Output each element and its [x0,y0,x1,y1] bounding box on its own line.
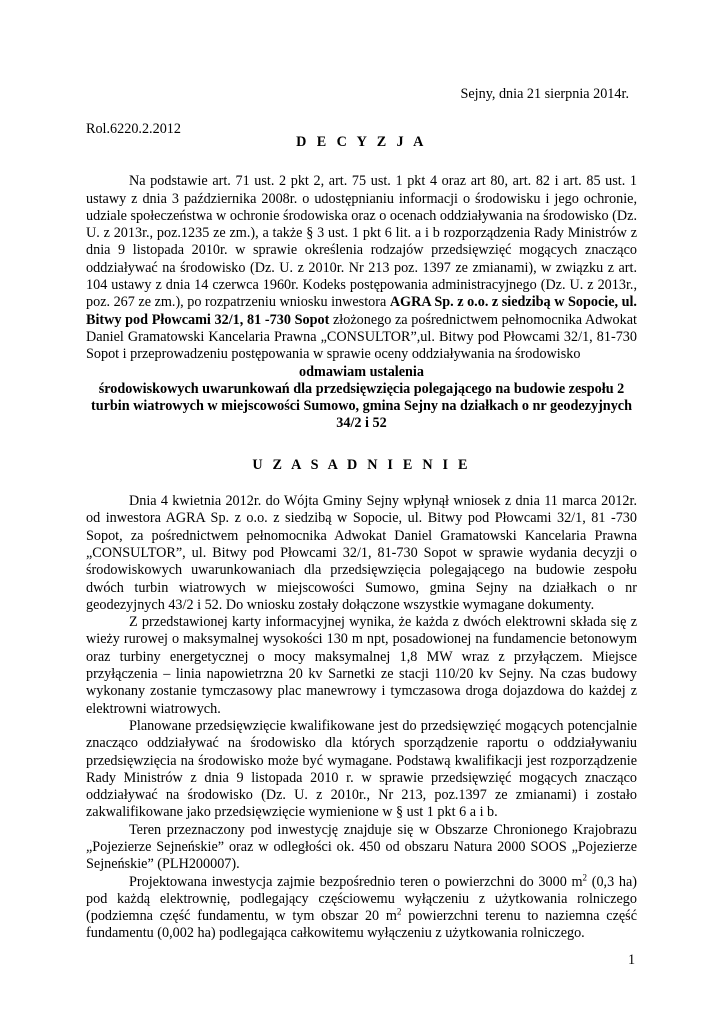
decision-paragraph [86,173,637,363]
reference-number: Rol.6220.2.2012 [86,121,181,137]
investor-name: AGRA Sp. z o.o. z siedzibą w Sopocie, ul. Bitwy pod Płowcami 32/1, 81 -730 Sopot [86,294,637,328]
superscript-2b: 2 [396,906,402,917]
date-line: Sejny, dnia 21 sierpnia 2014r. [460,86,629,102]
decision-text-part2: złożonego za pośrednictwem pełnomocnika Adwokat Daniel Gramatowski Kancelaria Prawna „CONSULTOR”,ul. Bitwy pod Płowcami 32/1, 81-730 Sopot i przeprowadzeniu postępowania w sprawie oceny oddziaływania na środowisko [86,311,637,363]
p5-text-c: powierzchni terenu to naziemna część fundamentu (0,002 ha) podlegająca całkowitemu wyłączeniu z użytkowania rolniczego. [86,908,637,942]
decision-title: D E C Y Z J A [296,134,427,150]
document-body [86,134,637,943]
superscript-2: 2 [582,871,588,882]
decision-text-part1: Na podstawie art. 71 ust. 2 pkt 2, art. 75 ust. 1 pkt 4 oraz art 80, art. 82 i art. 85 ust. 1 ustawy z dnia 3 października 2008r. o udostępnianiu informacji o środowisku i jego ochronie, udziale społeczeństwa w ochronie środowiska oraz o ocenach oddziaływania na środowisko (Dz. U. z 2013r., poz.1235 ze zm.), a także § 3 ust. 1 pkt 6 lit. a i b rozporządzenia Rady Ministrów z dnia 9 listopada 2010r. w sprawie określenia rodzajów przedsięwzięć mogących znacząco oddziaływać na środowisko (Dz. U. z 2010r. Nr 213 poz. 1397 ze zmianami), w związku z art. 104 ustawy z dnia 14 czerwca 1960r. Kodeks postępowania administracyjnego (Dz. U. z 2013r., poz. 267 ze zm.), po rozpatrzeniu wniosku inwestora [86,173,637,311]
ruling-text: środowiskowych uwarunkowań dla przedsięwzięcia polegającego na budowie zespołu 2 turbin wiatrowych w miejscowości Sumowo, gmina Sejny na działkach o nr geodezyjnych 34/2 i 52 [91,380,632,432]
justification-paragraph-1: Dnia 4 kwietnia 2012r. do Wójta Gminy Sejny wpłynął wniosek z dnia 11 marca 2012r. od inwestora AGRA Sp. z o.o. z siedzibą w Sopocie, ul. Bitwy pod Płowcami 32/1, 81 -730 Sopot, za pośrednictwem pełnomocnika Adwokat Daniel Gramatowski Kancelaria Prawna „CONSULTOR”, ul. Bitwy pod Płowcami 32/1, 81-730 Sopot w sprawie wydania decyzji o środowiskowych uwarunkowaniach dla przedsięwzięcia polegającego na budowie zespołu dwóch turbin wiatrowych w miejscowości Sumowo, gmina Sejny na działkach o nr geodezyjnych 43/2 i 52. Do wniosku zostały dołączone wszystkie wymagane dokumenty. [86,493,637,613]
page-number: 1 [628,952,636,968]
p5-text-a: Projektowana inwestycja zajmie bezpośrednio teren o powierzchni do 3000 m [129,873,583,890]
justification-paragraph-4: Teren przeznaczony pod inwestycję znajduje się w Obszarze Chronionego Krajobrazu „Pojezierze Sejneńskie” oraz w odległości ok. 450 od obszaru Natura 2000 SOOS „Pojezierze Sejneńskie” (PLH200007). [86,821,637,873]
justification-paragraph-3: Planowane przedsięwzięcie kwalifikowane jest do przedsięwzięć mogących potencjalnie znacząco oddziaływać na środowisko dla których sporządzenie raportu o oddziaływaniu przedsięwzięcia na środowisko może być wymagane. Podstawą kwalifikacji jest rozporządzenie Rady Ministrów z dnia 9 listopada 2010 r. w sprawie przedsięwzięć mogących znacząco oddziaływać na środowisko (Dz. U. z 2010r., Nr 213, poz.1397 ze zmianami) i zostało zakwalifikowane jako przedsięwzięcie wymienione w § ust 1 pkt 6 a i b. [86,717,637,821]
justification-paragraph-5 [86,871,637,943]
justification-paragraph-2: Z przedstawionej karty informacyjnej wynika, że każda z dwóch elektrowni składa się z wieży rurowej o maksymalnej wysokości 130 m npt, posadowionej na fundamencie betonowym oraz turbiny energetycznej o mocy maksymalnej 1,8 MW wraz z przyłączem. Miejsce przyłączenia – linia napowietrzna 20 kv Sarnetki ze stacji 110/20 kv Sejny. Na czas budowy wykonany zostanie tymczasowy plac manewrowy i tymczasowa droga dojazdowa do każdej z elektrowni wiatrowych. [86,614,637,717]
justification-title: U Z A S A D N I E N I E [252,456,471,473]
p5-text-b: (0,3 ha) pod każdą elektrownię, podlegający częściowemu wyłączeniu z użytkowania rolniczego (podziemna część fundamentu, w tym obszar 20 m [86,873,637,925]
ruling-heading: odmawiam ustalenia [299,363,424,380]
